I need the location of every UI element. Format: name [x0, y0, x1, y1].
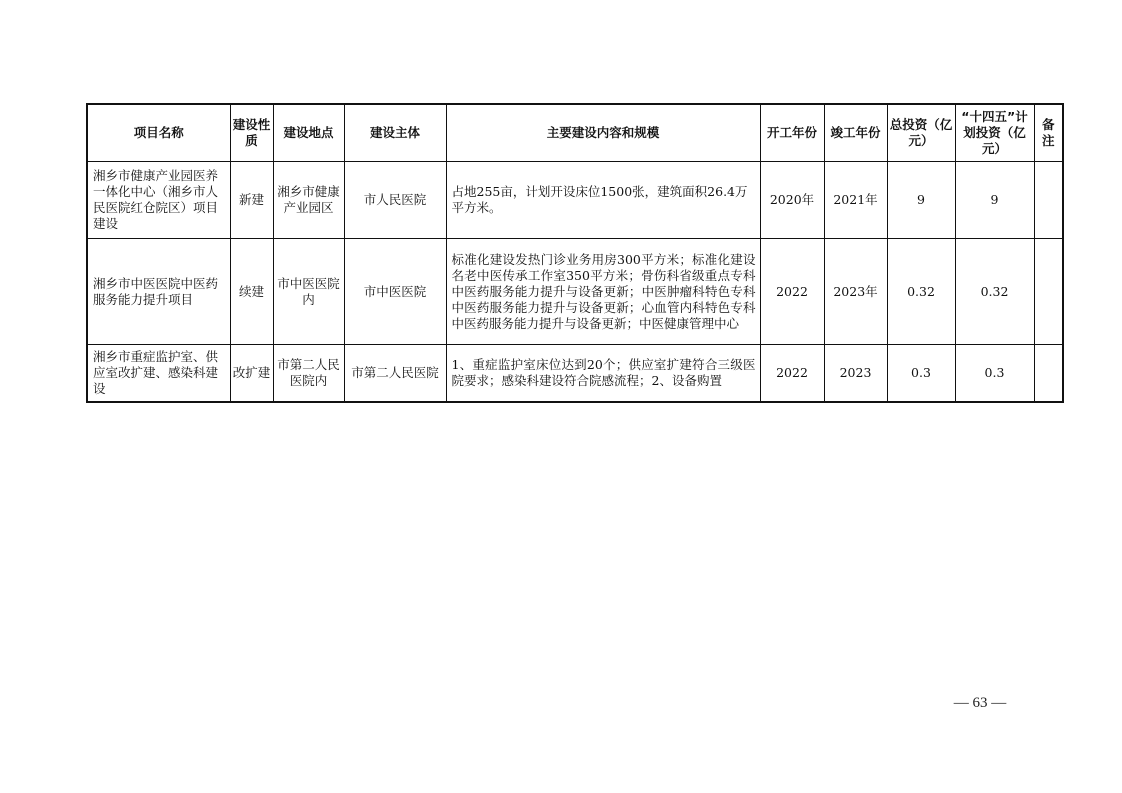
cell-project-name: 湘乡市健康产业园医养一体化中心（湘乡市人民医院红仓院区）项目建设: [87, 162, 230, 239]
cell-start-year: 2022: [760, 239, 824, 345]
header-content: 主要建设内容和规模: [446, 104, 760, 162]
cell-owner: 市第二人民医院: [344, 345, 446, 403]
cell-plan-investment: 0.32: [955, 239, 1034, 345]
header-remark: 备注: [1034, 104, 1063, 162]
page-number: — 63 —: [953, 695, 1007, 711]
cell-project-name: 湘乡市重症监护室、供应室改扩建、感染科建设: [87, 345, 230, 403]
investment-table-container: [86, 103, 1062, 403]
cell-location: 湘乡市健康产业园区: [273, 162, 344, 239]
cell-location: 市第二人民医院内: [273, 345, 344, 403]
cell-nature: 续建: [230, 239, 273, 345]
header-nature: 建设性质: [230, 104, 273, 162]
table-row: [87, 239, 1063, 345]
header-owner: 建设主体: [344, 104, 446, 162]
cell-content: 占地255亩，计划开设床位1500张，建筑面积26.4万平方米。: [446, 162, 760, 239]
cell-plan-investment: 9: [955, 162, 1034, 239]
cell-end-year: 2021年: [824, 162, 887, 239]
header-plan-investment: “十四五”计划投资（亿元）: [955, 104, 1034, 162]
cell-owner: 市人民医院: [344, 162, 446, 239]
project-investment-table: [86, 103, 1064, 403]
cell-total-investment: 0.3: [887, 345, 955, 403]
cell-project-name: 湘乡市中医医院中医药服务能力提升项目: [87, 239, 230, 345]
cell-start-year: 2020年: [760, 162, 824, 239]
cell-content: 标准化建设发热门诊业务用房300平方米；标准化建设名老中医传承工作室350平方米；骨伤科省级重点专科中医药服务能力提升与设备更新；中医肿瘤科特色专科中医药服务能力提升与设备更新；心血管内科特色专科中医药服务能力提升与设备更新；中医健康管理中心: [446, 239, 760, 345]
header-end-year: 竣工年份: [824, 104, 887, 162]
cell-remark: [1034, 162, 1063, 239]
table-row: [87, 345, 1063, 403]
table-header-row: [87, 104, 1063, 162]
header-total-investment: 总投资（亿元）: [887, 104, 955, 162]
cell-start-year: 2022: [760, 345, 824, 403]
cell-nature: 改扩建: [230, 345, 273, 403]
cell-remark: [1034, 239, 1063, 345]
cell-end-year: 2023年: [824, 239, 887, 345]
cell-total-investment: 9: [887, 162, 955, 239]
cell-total-investment: 0.32: [887, 239, 955, 345]
cell-end-year: 2023: [824, 345, 887, 403]
cell-remark: [1034, 345, 1063, 403]
table-row: [87, 162, 1063, 239]
cell-nature: 新建: [230, 162, 273, 239]
cell-owner: 市中医医院: [344, 239, 446, 345]
cell-content: 1、重症监护室床位达到20个；供应室扩建符合三级医院要求；感染科建设符合院感流程；2、设备购置: [446, 345, 760, 403]
header-location: 建设地点: [273, 104, 344, 162]
header-start-year: 开工年份: [760, 104, 824, 162]
header-project-name: 项目名称: [87, 104, 230, 162]
cell-location: 市中医医院内: [273, 239, 344, 345]
cell-plan-investment: 0.3: [955, 345, 1034, 403]
